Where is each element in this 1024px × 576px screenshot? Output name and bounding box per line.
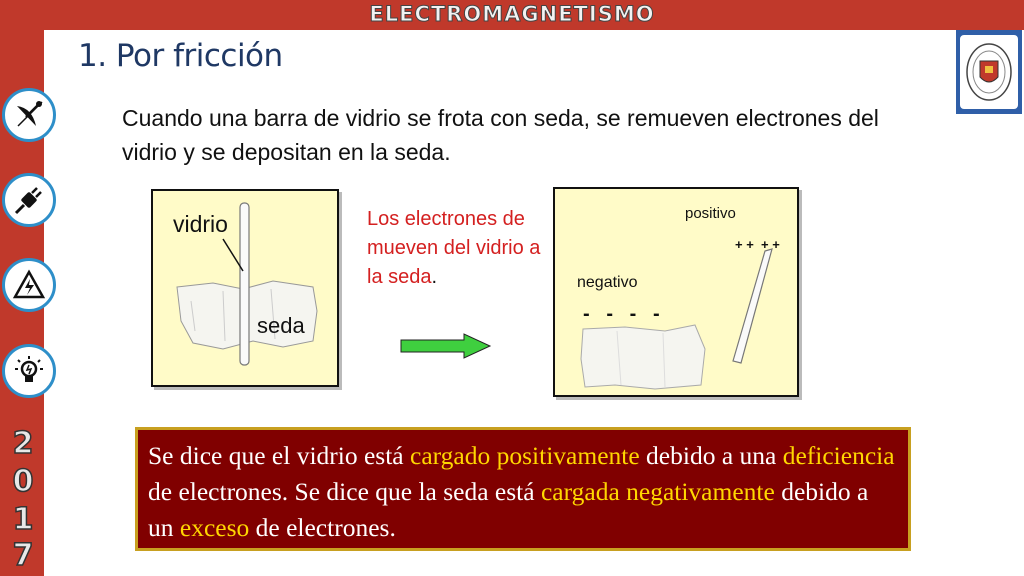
university-crest-icon [956,30,1022,114]
conclusion-box [135,427,911,551]
satellite-dish-icon[interactable] [2,88,56,142]
conclusion-text: debido a una [639,441,783,470]
header-bar [0,0,1024,30]
electron-transfer-text [367,205,547,292]
crest-glyph [964,41,1014,103]
year-digit: 1 [12,502,34,537]
label-seda: seda [257,313,305,338]
electron-transfer-main: Los electrones de mueven del vidrio a la seda [367,208,541,288]
label-positivo: positivo [685,205,736,222]
conclusion-text: Se dice que el vidrio está [148,441,410,470]
light-bulb-icon[interactable] [2,344,56,398]
conclusion-text: debido a un [148,477,869,542]
label-vidrio: vidrio [173,211,228,237]
conclusion-highlight: cargado positivamente [410,441,640,470]
conclusion-text: de electrones. Se dice que la seda está [148,477,541,506]
minus-signs: - - - - [583,303,660,325]
intro-text: Cuando una barra de vidrio se frota con seda, se remueven electrones del vidrio y se depositan en la seda. [122,105,879,165]
year-digit: 0 [12,464,34,499]
label-negativo: negativo [577,274,638,291]
conclusion-highlight: cargada negativamente [540,477,775,506]
plus-signs: + + + + [735,237,780,252]
year-digit: 7 [12,538,34,573]
header-title: ELECTROMAGNETISMO [369,2,655,26]
conclusion-text: de electrones. [249,513,396,542]
electron-transfer-period: . [431,266,438,288]
conclusion-highlight: deficiencia [782,441,895,470]
charged-objects-drawing [555,189,797,395]
satellite-dish-glyph [12,98,46,132]
right-arrow-icon [400,333,492,359]
high-voltage-icon[interactable] [2,258,56,312]
page-title: 1. Por fricción [78,38,283,74]
year-digit: 2 [12,426,34,461]
light-bulb-glyph [12,354,46,388]
figure-after [553,187,799,397]
plug-icon[interactable] [2,173,56,227]
conclusion-highlight: exceso [179,513,250,542]
plug-glyph [12,183,46,217]
figure-before [151,189,339,387]
high-voltage-glyph [12,268,46,302]
